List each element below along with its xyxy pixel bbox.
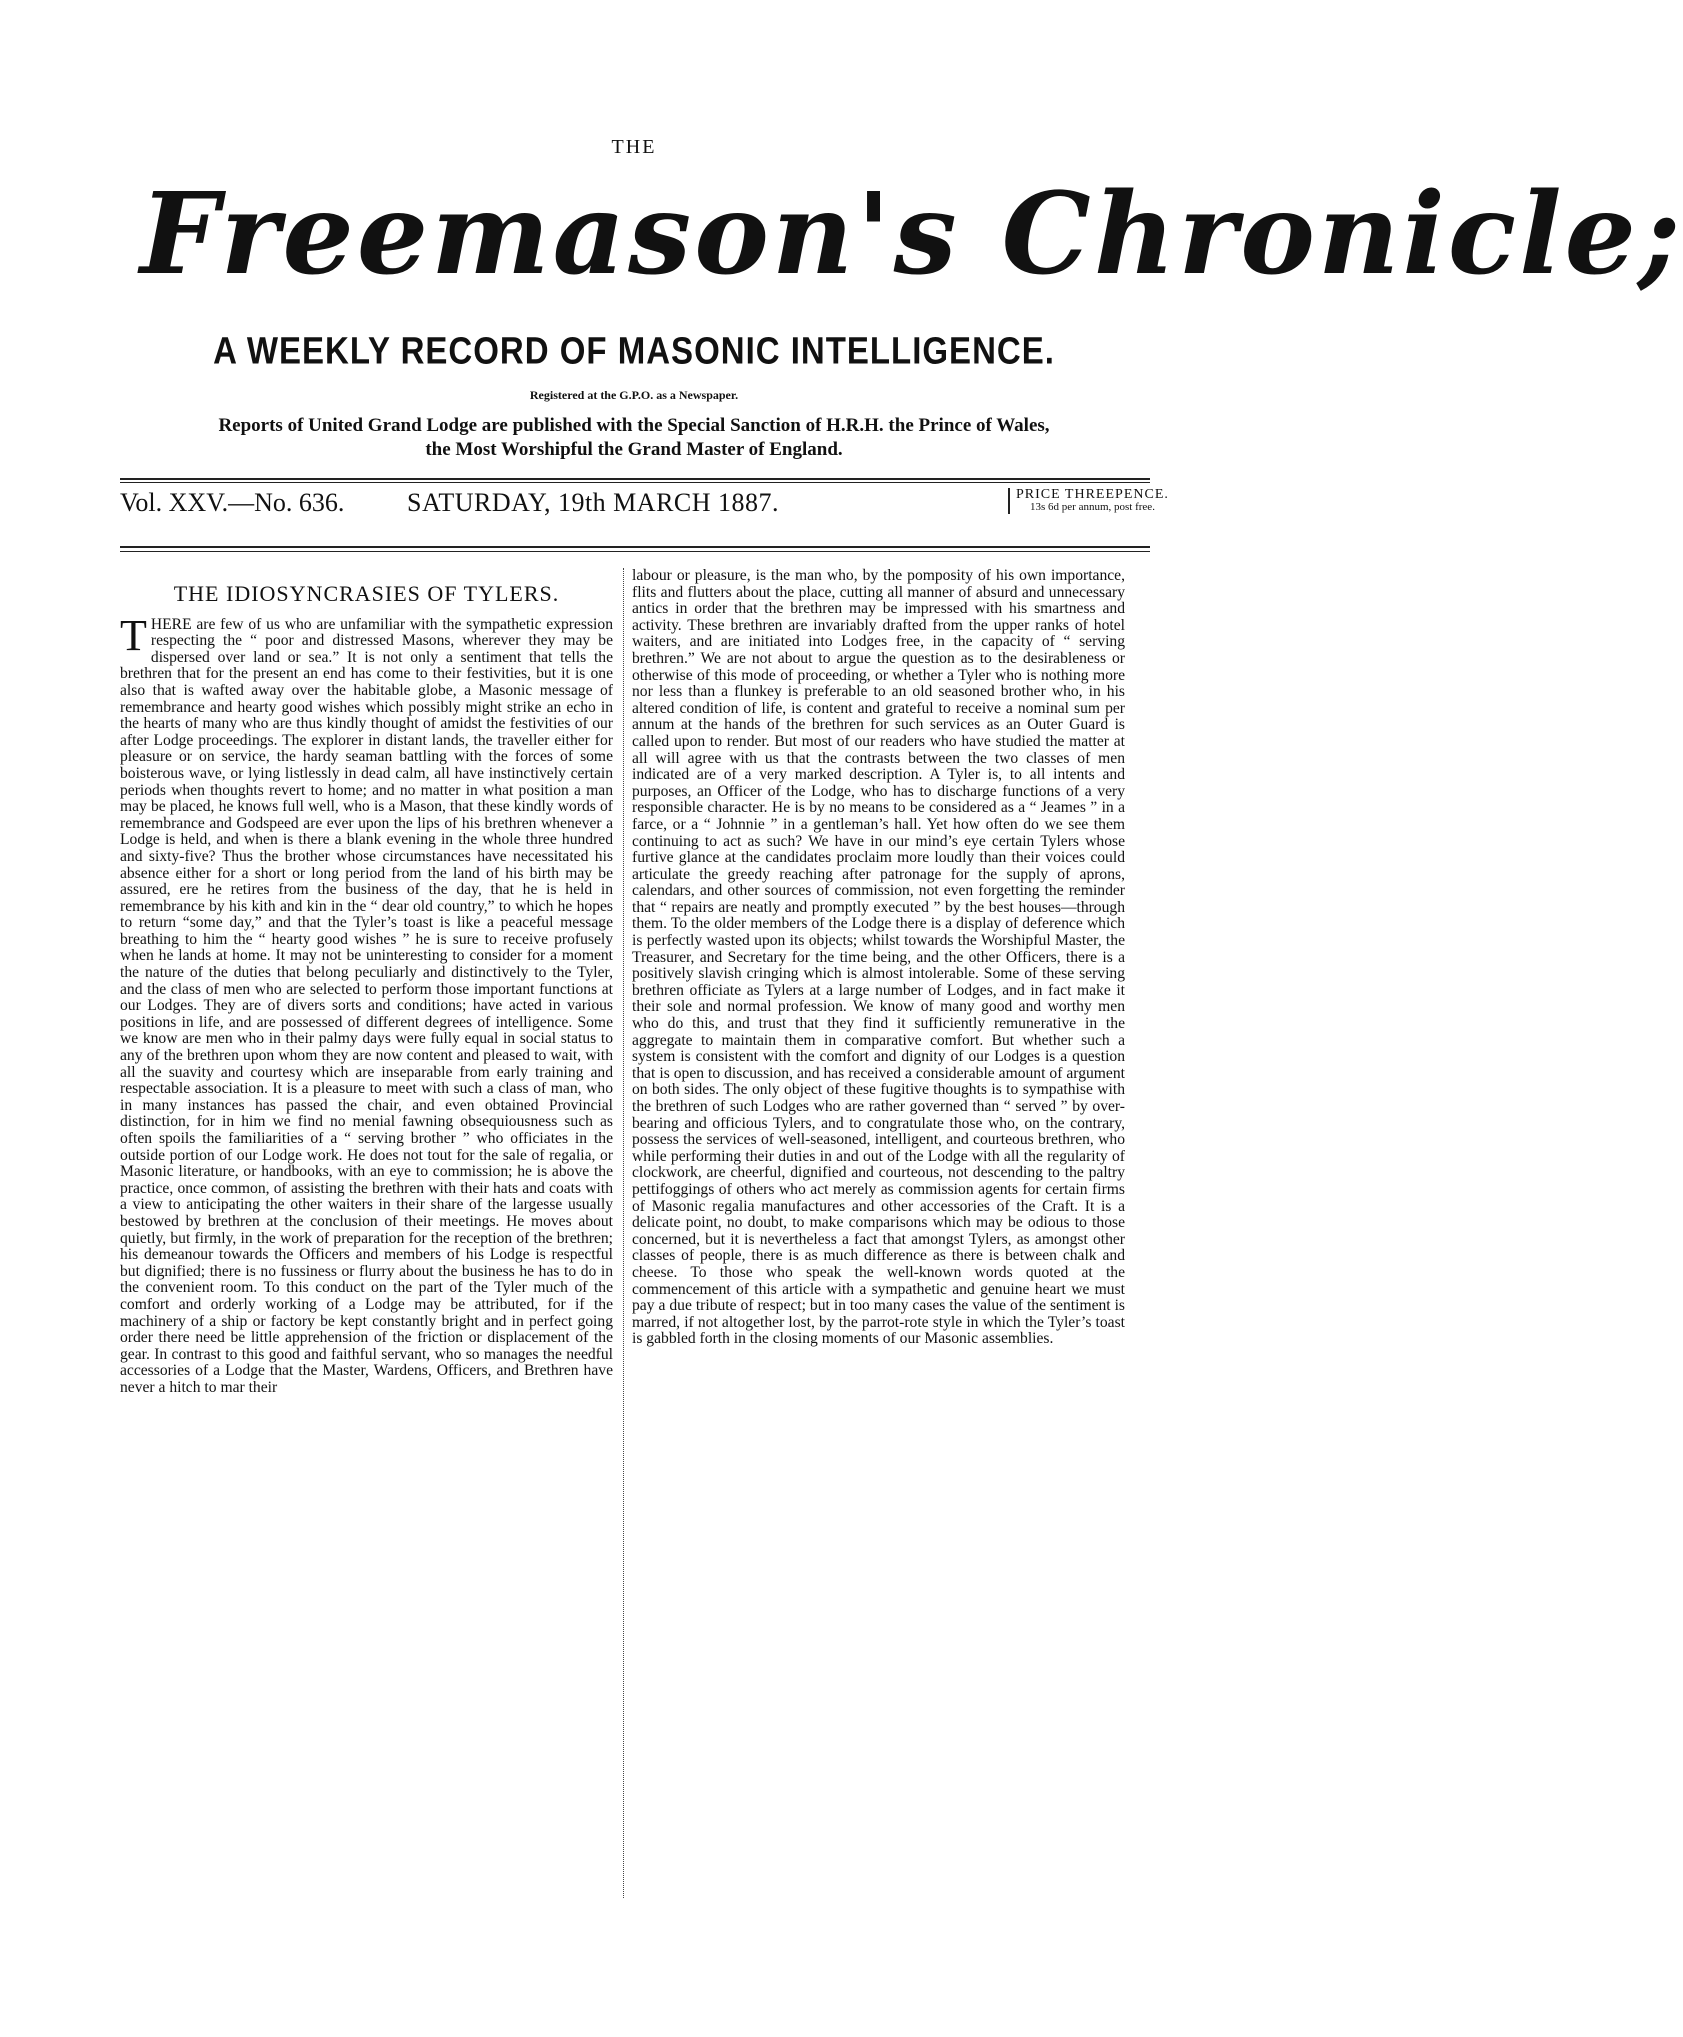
header-rule-top-thin: [120, 482, 1150, 483]
sanction-line-1: Reports of United Grand Lodge are published with the Special Sanction of H.R.H. the Prince of Wales,: [218, 415, 1050, 436]
article-title: THE IDIOSYNCRASIES OF TYLERS.: [173, 581, 560, 606]
price: PRICE THREEPENCE.: [1016, 487, 1169, 502]
volume-number: Vol. XXV.—No. 636.: [120, 488, 345, 517]
masthead-the: THE: [611, 136, 657, 158]
masthead-subtitle: A WEEKLY RECORD OF MASONIC INTELLIGENCE.: [213, 329, 1055, 372]
header-rule-bottom: [120, 546, 1150, 548]
column-divider: [623, 568, 624, 1898]
article-column-right: [632, 568, 1125, 1348]
header-rule-top: [120, 478, 1150, 480]
header-rule-bottom-thin: [120, 551, 1150, 552]
article-text-right: labour or pleasure, is the man who, by the pomposity of his own importance, flits and flutters about the place, cutting all manner of absurd and unnecessary antics in order that the brethren may be impressed with his smartness and activity. These brethren are invariably drafted from the upper ranks of hotel waiters, and are initiated into Lodges free, in the capacity of “ serving brethren.” We are not about to argue the question as to the desirableness or otherwise of this mode of proceeding, or whether a Tyler who is nothing more nor less than a flunkey is preferable to an old seasoned brother who, in his altered condition of life, is content and grateful to receive a nominal sum per annum at the hands of the brethren for such services as an Outer Guard is called upon to render. But most of our readers who have studied the matter at all will agree with us that the contrasts between the two classes of men indicated are of a very marked description. A Tyler is, to all intents and purposes, an Officer of the Lodge, who has to discharge functions of a very responsible character. He is by no means to be considered as a “ Jeames ” in a farce, or a “ Johnnie ” in a gentleman’s hall. Yet how often do we see them continuing to act as such? We have in our mind’s eye certain Tylers whose furtive glance at the candidates proclaim more loudly than their voices could articulate the greedy reaching after patronage for the supply of aprons, calendars, and other sources of commission, not even forgetting the reminder that “ repairs are neatly and promptly executed ” by the best houses—through them. To the older members of the Lodge there is a display of deference which is perfectly wasted upon its objects; whilst towards the Worshipful Master, the Treasurer, and Secretary for the time being, and the other Officers, there is a positively slavish cringing which is almost intolerable. Some of these serving brethren officiate as Tylers at a large number of Lodges, and in fact make it their sole and normal profession. We know of many good and worthy men who do this, and trust that they find it sufficiently remunerative in the aggregate to maintain them in comparative comfort. But whether such a system is consistent with the comfort and dignity of our Lodges is a question that is open to discussion, and has received a considerable amount of argument on both sides. The only object of these fugitive thoughts is to sympathise with the brethren of such Lodges who are rather governed than “ served ” by over-bearing and officious Tylers, and to congratulate those who, on the contrary, possess the services of well-seasoned, intelligent, and courteous brethren, who while performing their duties in and out of the Lodge with all the regularity of clockwork, are cheerful, dignified and courteous, not descending to the paltry pettifoggings of others who act merely as commission agents for certain firms of Masonic regalia manufactures and other accessories of the Craft. It is a delicate point, no doubt, to make comparisons which may be odious to those concerned, but it is nevertheless a fact that amongst Tylers, as amongst other classes of people, there is as much difference as there is between chalk and cheese. To those who speak the well-known words quoted at the commencement of this article with a sympathetic and genuine heart we must pay a due tribute of respect; but in too many cases the value of the sentiment is marred, if not altogether lost, by the parrot-rote style in which the Tyler’s toast is gabbled forth in the closing moments of our Masonic assemblies.: [632, 567, 1125, 1348]
subscription-rate: 13s 6d per annum, post free.: [1030, 501, 1155, 513]
sanction-line-2: the Most Worshipful the Grand Master of England.: [425, 439, 843, 460]
article-text-left: HERE are few of us who are unfamiliar with the sympathetic expression respecting the “ poor and distressed Masons, wherever they may be dispersed over land or sea.” It is not only a sentiment that tells the brethren that for the present an end has come to their festivities, but it is one also that is wafted away over the habitable globe, a Masonic message of remembrance and hearty good wishes which possibly might strike an echo in the hearts of many who are thus kindly thought of amidst the festivities of our after Lodge proceedings. The explorer in distant lands, the traveller either for pleasure or on service, the hardy seaman battling with the forces of some boisterous wave, or lying listlessly in dead calm, all have instinctively certain periods when thoughts revert to home; and no matter in what position a man may be placed, he knows full well, who is a Mason, that these kindly words of remembrance and Godspeed are ever upon the lips of his brethren whenever a Lodge is held, and when is there a blank evening in the whole three hundred and sixty-five? Thus the brother whose circumstances have necessitated his absence either for a short or long period from the land of his birth may be assured, ere he retires from the business of the day, that he is held in remembrance by his kith and kin in the “ dear old country,” to which he hopes to return “some day,” and that the Tyler’s toast is like a peaceful message breathing to him the “ hearty good wishes ” he is sure to receive profusely when he lands at home. It may not be uninteresting to consider for a moment the nature of the duties that belong peculiarly and distinctively to the Tyler, and the class of men who are selected to perform those important functions at our Lodges. They are of divers sorts and conditions; have acted in various positions in life, and are possessed of different degrees of intelligence. Some we know are men who in their palmy days were fully equal in social status to any of the brethren upon whom they are now content and pleased to wait, with all the suavity and courtesy which are inseparable from early training and respectable association. It is a pleasure to meet with such a class of man, who in many instances has passed the chair, and even obtained Provincial distinction, for in him we find no menial fawning obsequiousness such as often spoils the familiarities of a “ serving brother ” who officiates in the outside portion of our Lodge work. He does not tout for the sale of regalia, or Masonic literature, or handbooks, with an eye to commission; he is above the practice, once common, of assisting the brethren with their hats and coats with a view to anticipating the other waiters in their share of the largesse usually bestowed by brethren at the conclusion of their meetings. He moves about quietly, but firmly, in the work of preparation for the reception of the brethren; his demeanour towards the Officers and members of his Lodge is respectful but dignified; there is no fussiness or flurry about the business he has to do in the convenient room. To this conduct on the part of the Tyler much of the comfort and orderly working of a Lodge may be attributed, for if the machinery of a ship or factory be kept constantly bright and in perfect going order there need be little apprehension of the friction or displacement of the gear. In contrast to this good and faithful servant, who so manages the needful accessories of a Lodge that the Master, Wardens, Officers, and Brethren have never a hitch to mar their: [120, 615, 613, 1396]
registration-note: Registered at the G.P.O. as a Newspaper.: [529, 388, 739, 402]
article-column-left: [120, 568, 613, 1397]
issue-line: [120, 487, 1169, 524]
issue-date: SATURDAY, 19th MARCH 1887.: [407, 488, 780, 517]
sanction-notice: [120, 414, 1148, 462]
article-body-left: [120, 610, 613, 1397]
masthead-title: Freemason's Chronicle;: [140, 169, 1683, 300]
drop-cap: T: [120, 610, 147, 660]
price-box: [1008, 488, 1176, 514]
